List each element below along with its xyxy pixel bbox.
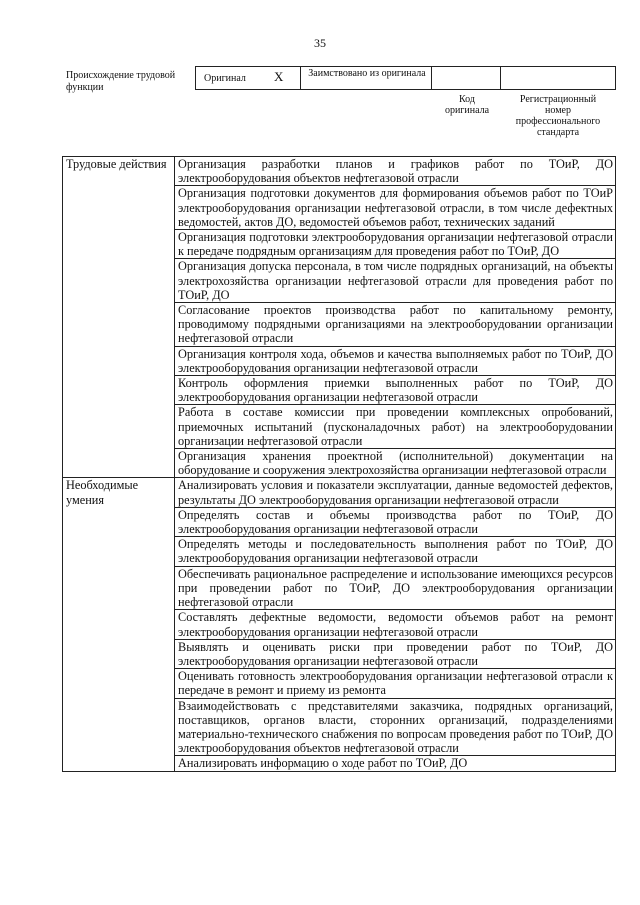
code-cell <box>431 66 501 90</box>
list-item: Обеспечивать рациональное распределение и использование имеющихся ресурсов при проведении работ по ТОиР, ДО электрооборудования организации нефтегазовой отрасли <box>175 566 616 610</box>
list-item: Согласование проектов производства работ по капитальному ремонту, проводимому подрядными организациями на электрооборудовании организации нефтегазовой отрасли <box>175 303 616 347</box>
list-item: Оценивать готовность электрооборудования организации нефтегазовой отрасли к передаче в ремонт и приему из ремонта <box>175 669 616 698</box>
original-cell <box>195 66 301 90</box>
borrowed-label: Заимствовано из оригинала <box>308 68 426 79</box>
list-item: Определять состав и объемы производства работ по ТОиР, ДО электрооборудования организации нефтегазовой отрасли <box>175 507 616 536</box>
function-table <box>62 156 616 772</box>
list-item: Работа в составе комиссии при проведении комплексных опробований, приемочных испытаний (пусконаладочных работ) на электрооборудовании организации нефтегазовой отрасли <box>175 405 616 449</box>
list-item: Организация разработки планов и графиков работ по ТОиР, ДО электрооборудования объектов нефтегазовой отрасли <box>175 157 616 186</box>
list-item: Организация контроля хода, объемов и качества выполняемых работ по ТОиР, ДО электрооборудования организации нефтегазовой отрасли <box>175 346 616 375</box>
table-row <box>63 478 616 507</box>
list-item: Организация подготовки электрооборудования организации нефтегазовой отрасли к передаче подрядным организациям для проведения работ по ТОиР, ДО <box>175 230 616 259</box>
reg-caption: Регистрационный номер профессионального стандарта <box>515 94 601 138</box>
list-item: Анализировать информацию о ходе работ по ТОиР, ДО <box>175 756 616 771</box>
list-item: Организация хранения проектной (исполнительной) документации на оборудование и сооружения электрохозяйства организации нефтегазовой отрасли <box>175 449 616 478</box>
code-caption: Код оригинала <box>444 94 490 116</box>
original-mark: X <box>274 69 284 84</box>
list-item: Организация подготовки документов для формирования объемов работ по ТОиР электрооборудования организации нефтегазовой отрасли, в том числе дефектных ведомостей, актов ДО, ведомостей объемов работ, технических заданий <box>175 186 616 230</box>
list-item: Анализировать условия и показатели эксплуатации, данные ведомостей дефектов, результаты ДО электрооборудования организации нефтегазовой отрасли <box>175 478 616 507</box>
list-item: Взаимодействовать с представителями заказчика, подрядных организаций, поставщиков, органов власти, сторонних организаций, подразделениями материально-технического снабжения по вопросам проведения работ по ТОиР, ДО электрооборудования объектов нефтегазовой отрасли <box>175 698 616 756</box>
list-item: Контроль оформления приемки выполненных работ по ТОиР, ДО электрооборудования организации нефтегазовой отрасли <box>175 376 616 405</box>
reg-number-cell <box>500 66 616 90</box>
origin-label: Происхождение трудовой функции <box>66 70 176 93</box>
list-item: Составлять дефектные ведомости, ведомости объемов работ на ремонт электрооборудования организации нефтегазовой отрасли <box>175 610 616 639</box>
original-label: Оригинал <box>204 73 246 84</box>
section-title: Трудовые действия <box>63 157 175 478</box>
section-title: Необходимые умения <box>63 478 175 771</box>
borrowed-cell <box>300 66 432 90</box>
list-item: Определять методы и последовательность выполнения работ по ТОиР, ДО электрооборудования организации нефтегазовой отрасли <box>175 537 616 566</box>
page-number: 35 <box>314 36 326 50</box>
list-item: Организация допуска персонала, в том числе подрядных организаций, на объекты электрохозяйства организации нефтегазовой отрасли для проведения работ по ТОиР, ДО <box>175 259 616 303</box>
list-item: Выявлять и оценивать риски при проведении работ по ТОиР, ДО электрооборудования организации нефтегазовой отрасли <box>175 639 616 668</box>
table-row <box>63 157 616 186</box>
